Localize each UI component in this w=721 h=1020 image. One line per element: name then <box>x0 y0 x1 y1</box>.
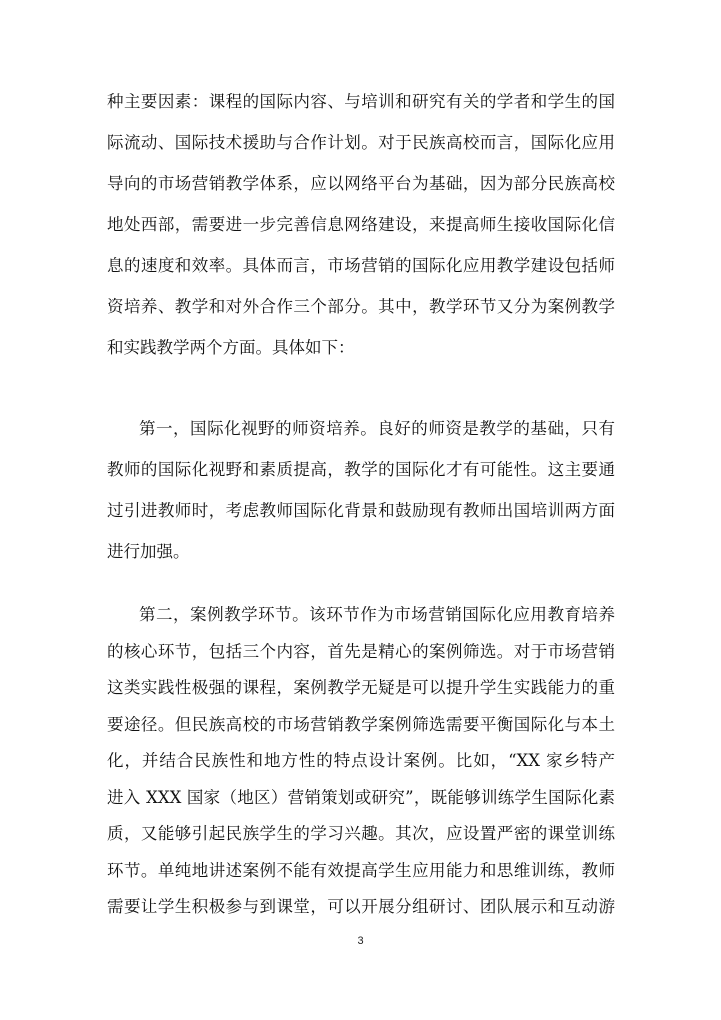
text-line: 质，又能够引起民族学生的学习兴趣。其次，应设置严密的课堂训练 <box>107 824 615 843</box>
text-line: 环节。单纯地讲述案例不能有效提高学生应用能力和思维训练，教师 <box>107 861 615 880</box>
page-number: 3 <box>357 935 364 947</box>
text-line: 要途径。但民族高校的市场营销教学案例筛选需要平衡国际化与本土 <box>107 715 615 734</box>
text-line: 和实践教学两个方面。具体如下： <box>107 338 355 357</box>
text-line: 进入 XXX 国家（地区）营销策划或研究”，既能够训练学生国际化素 <box>107 788 615 807</box>
text-line: 际流动、国际技术援助与合作计划。对于民族高校而言，国际化应用 <box>107 133 615 152</box>
text-line: 资培养、教学和对外合作三个部分。其中，教学环节又分为案例教学 <box>107 297 615 316</box>
text-line: 化，并结合民族性和地方性的特点设计案例。比如，“XX 家乡特产 <box>107 751 615 770</box>
text-line: 第二，案例教学环节。该环节作为市场营销国际化应用教育培养 <box>139 605 615 624</box>
text-line: 第一，国际化视野的师资培养。良好的师资是教学的基础，只有 <box>139 419 615 438</box>
text-line: 教师的国际化视野和素质提高，教学的国际化才有可能性。这主要通 <box>107 460 615 479</box>
text-line: 这类实践性极强的课程，案例教学无疑是可以提升学生实践能力的重 <box>107 678 615 697</box>
text-line: 过引进教师时，考虑教师国际化背景和鼓励现有教师出国培训两方面 <box>107 501 615 520</box>
text-line: 地处西部，需要进一步完善信息网络建设，来提高师生接收国际化信 <box>107 215 615 234</box>
text-line: 息的速度和效率。具体而言，市场营销的国际化应用教学建设包括师 <box>107 256 615 275</box>
text-line: 的核心环节，包括三个内容，首先是精心的案例筛选。对于市场营销 <box>107 642 615 661</box>
text-line: 进行加强。 <box>107 542 190 561</box>
text-line: 种主要因素：课程的国际内容、与培训和研究有关的学者和学生的国 <box>107 92 615 111</box>
text-line: 需要让学生积极参与到课堂，可以开展分组研讨、团队展示和互动游 <box>107 897 615 916</box>
text-line: 导向的市场营销教学体系，应以网络平台为基础，因为部分民族高校 <box>107 174 615 193</box>
